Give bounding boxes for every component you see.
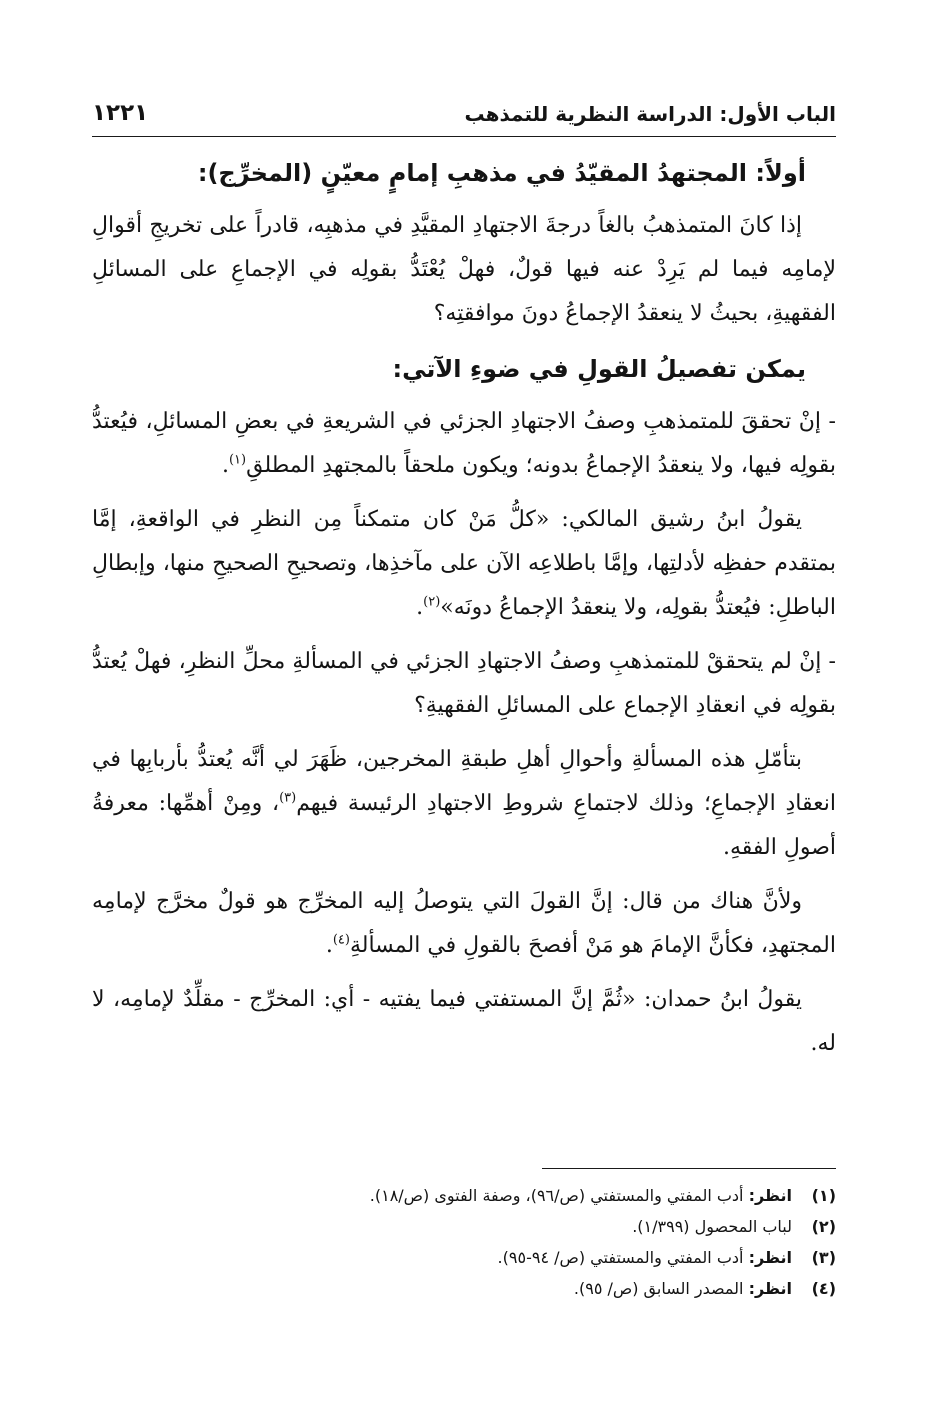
footnote-number: (٢) bbox=[811, 1217, 836, 1236]
footnote-text: المصدر السابق (ص/ ٩٥). bbox=[573, 1279, 749, 1298]
page-number: ١٢٢١ bbox=[92, 100, 149, 126]
footnote-lead: انظر: bbox=[748, 1186, 792, 1205]
paragraph-reflection-end: ، ومِنْ أهمِّها: معرفةُ أصولِ الفقهِ. bbox=[92, 791, 836, 860]
footnote-item-3 bbox=[92, 1242, 836, 1273]
section-heading-details: يمكن تفصيلُ القولِ في ضوءِ الآتي: bbox=[392, 355, 806, 383]
paragraph-case-two: - إنْ لم يتحققْ للمتمذهبِ وصفُ الاجتهادِ الجزئي في المسألةِ محلِّ النظرِ، فهلْ يُعتدُّ بقولِه في انعقادِ الإجماع على المسائلِ الفقهيةِ؟ bbox=[92, 649, 836, 718]
footnote-item-2 bbox=[92, 1211, 836, 1242]
footnote-number: (٤) bbox=[811, 1279, 836, 1298]
paragraph-ibn-hamdan-quote: يقولُ ابنُ حمدان: «ثُمَّ إنَّ المستفتي فيما يفتيه - أي: المخرِّج - مقلِّدٌ لإمامِه، لا له. bbox=[92, 987, 836, 1056]
footnote-lead: انظر: bbox=[748, 1279, 792, 1298]
paragraph-case-one-end: . bbox=[221, 453, 229, 478]
footnote-ref-2[interactable]: (٢) bbox=[423, 594, 441, 610]
paragraph-case-one bbox=[92, 400, 836, 488]
paragraph-reflection bbox=[92, 738, 836, 870]
paragraph-ibn-rashiq-end: . bbox=[416, 595, 424, 620]
book-page bbox=[92, 0, 836, 1405]
footnotes-list bbox=[92, 1180, 836, 1304]
footnote-text: أدب المفتي والمستفتي (ص/ ٩٤-٩٥). bbox=[497, 1248, 749, 1267]
running-header bbox=[92, 96, 836, 137]
footnote-item-1 bbox=[92, 1180, 836, 1211]
footnote-number: (٣) bbox=[811, 1248, 836, 1267]
main-text bbox=[92, 150, 836, 1076]
paragraph-question: إذا كانَ المتمذهبُ بالغاً درجةَ الاجتهادِ المقيَّدِ في مذهبِه، قادراً على تخريجِ أقوالِ لإمامِه فيما لم يَرِدْ عنه فيها قولٌ، فهلْ يُعْتَدُّ بقولِه في الإجماعِ على المسائلِ الفقهيةِ، بحيثُ لا ينعقدُ الإجماعُ دونَ موافقتِه؟ bbox=[92, 213, 836, 326]
footnote-ref-3[interactable]: (٣) bbox=[279, 790, 297, 806]
section-heading-first: أولاً: المجتهدُ المقيّدُ في مذهبِ إمامٍ معيّنٍ (المخرِّج): bbox=[197, 159, 806, 187]
footnote-number: (١) bbox=[811, 1186, 836, 1205]
footnote-item-4 bbox=[92, 1273, 836, 1304]
paragraph-reflection-text: بتأمّلِ هذه المسألةِ وأحوالِ أهلِ طبقةِ المخرجين، ظَهَرَ لي أنَّه يُعتدُّ بأربابِها في انعقادِ الإجماعِ؛ وذلك لاجتماعِ شروطِ الاجتهادِ الرئيسة فيهم bbox=[92, 747, 836, 816]
footnote-text: أدب المفتي والمستفتي (ص/٩٦)، وصفة الفتوى (ص/١٨). bbox=[369, 1186, 749, 1205]
footnote-ref-4[interactable]: (٤) bbox=[332, 932, 350, 948]
paragraph-ibn-rashiq-quote bbox=[92, 498, 836, 630]
paragraph-ibn-rashiq-text: يقولُ ابنُ رشيق المالكي: «كلُّ مَنْ كان متمكناً مِن النظرِ في الواقعةِ، إمَّا بمتقدم حفظِه لأدلتِها، وإمَّا باطلاعِه الآن على مآخذِها، وتصحيحِ الصحيحِ منها، وإبطالِ الباطلِ: فيُعتدُّ بقولِه، ولا ينعقدُ الإجماعُ دونَه» bbox=[92, 507, 836, 620]
chapter-title: الباب الأول: الدراسة النظرية للتمذهب bbox=[464, 102, 836, 126]
paragraph-mukharrij-text: ولأنَّ هناك من قال: إنَّ القولَ التي يتوصلُ إليه المخرِّج هو قولٌ مخرَّج لإمامِه المجتهدِ، فكأنَّ الإمامَ هو مَنْ أفصحَ بالقولِ في المسألةِ bbox=[92, 889, 836, 958]
footnote-text: لباب المحصول (١/٣٩٩). bbox=[632, 1217, 792, 1236]
footnote-ref-1[interactable]: (١) bbox=[228, 452, 247, 468]
paragraph-mukharrij-end: . bbox=[325, 933, 333, 958]
paragraph-case-one-text: - إنْ تحققَ للمتمذهبِ وصفُ الاجتهادِ الجزئي في الشريعةِ في بعضِ المسائلِ، فيُعتدُّ بقولِه فيها، ولا ينعقدُ الإجماعُ بدونه؛ ويكون ملحقاً بالمجتهدِ المطلقِ bbox=[92, 409, 836, 478]
footnote-lead: انظر: bbox=[748, 1248, 792, 1267]
paragraph-mukharrij-view bbox=[92, 880, 836, 968]
footnote-divider bbox=[542, 1168, 836, 1169]
